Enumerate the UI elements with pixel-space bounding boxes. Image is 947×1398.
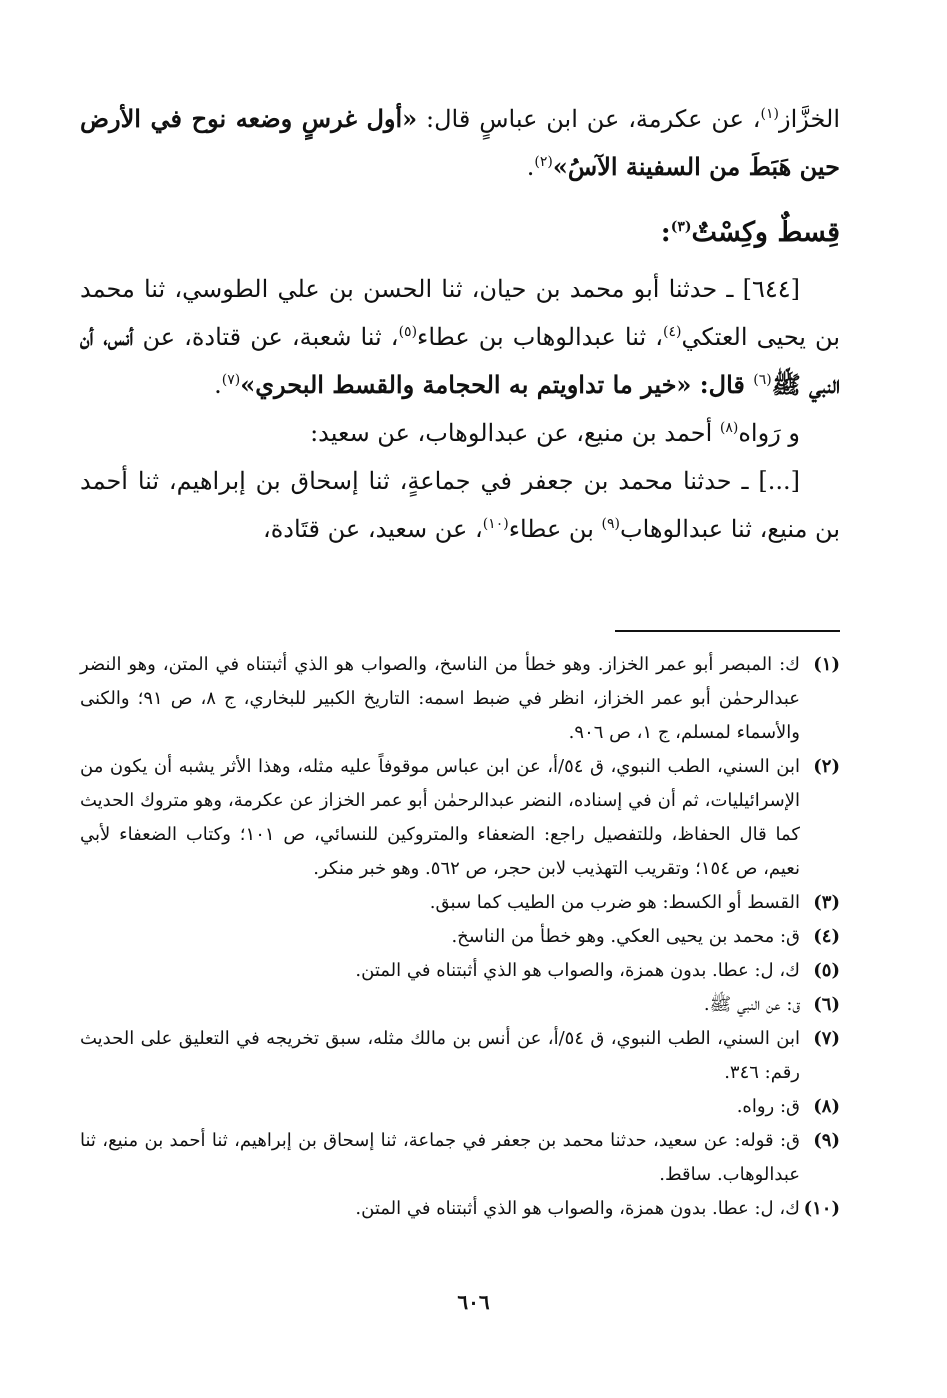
- footnote-ref: (٢): [534, 154, 553, 170]
- footnote-item: [80, 1124, 840, 1192]
- footnote-ref: (٥): [398, 324, 418, 340]
- text-segment: و رَواه: [738, 419, 800, 447]
- footnote-number: (٦): [813, 994, 840, 1015]
- footnote-text: ق: محمد بن يحيى العكي. وهو خطأ من الناسخ.: [451, 926, 800, 947]
- text-segment: ، عن سعيد، عن قتَادة،: [262, 515, 483, 543]
- text-segment: [...] ـ حدثنا محمد بن جعفر في جماعةٍ، ثنا إسحاق بن إبراهيم، ثنا أحمد بن منيع، ثنا عبدالوهاب: [80, 467, 840, 543]
- footnote-ref: (٧): [221, 372, 241, 388]
- footnote-number: (٢): [813, 756, 840, 777]
- bold-text: أنس، أن النبي ﷺ: [80, 322, 840, 399]
- quote-text: «أول غرسٍ وضعه نوح في الأرض حين هَبَطَ من السفينة الآسُ»: [80, 104, 840, 181]
- footnote-item: [80, 920, 840, 954]
- footnote-ref: (١٠): [482, 516, 509, 532]
- footnote-text: ق: رواه.: [736, 1096, 800, 1117]
- text-segment: ، عن عكرمة، عن ابن عباسٍ قال:: [417, 105, 761, 133]
- text-segment: بن عطاء: [508, 515, 602, 543]
- footnote-number: (١٠): [803, 1198, 840, 1219]
- footnote-ref: (٦): [753, 372, 772, 388]
- footnote-number: (٩): [813, 1130, 840, 1151]
- footnote-ref: (١): [760, 106, 780, 122]
- footnote-ref: (٣): [670, 219, 692, 235]
- main-text: [80, 95, 840, 553]
- footnote-ref: (٤): [662, 324, 682, 340]
- footnote-ref: (٨): [719, 420, 739, 436]
- text-segment: [٦٤٤] ـ حدثنا أبو محمد بن حيان، ثنا الحسن بن علي الطوسي، ثنا محمد بن يحيى العتكي: [80, 275, 841, 351]
- text-segment: ، ثنا شعبة، عن قتادة، عن: [133, 323, 399, 351]
- footnote-divider: [615, 630, 840, 632]
- footnote-item: [80, 648, 840, 750]
- paragraph-3: [80, 409, 840, 457]
- footnote-item: [80, 954, 840, 988]
- text-segment: .: [526, 153, 535, 181]
- footnotes: [80, 648, 840, 1226]
- footnote-number: (٨): [813, 1096, 840, 1117]
- footnote-number: (١): [813, 654, 840, 675]
- text-segment: ، ثنا عبدالوهاب بن عطاء: [417, 323, 663, 351]
- footnote-number: (٥): [813, 960, 840, 981]
- text-segment: .: [214, 371, 222, 399]
- footnote-number: (٣): [813, 892, 840, 913]
- quote-text: قال: «خير ما تداويتم به الحجامة والقسط البحري»: [240, 370, 754, 399]
- footnote-text: ق: عن النبي ﷺ.: [703, 994, 800, 1015]
- footnote-item: [80, 1090, 840, 1124]
- footnote-item: [80, 750, 840, 886]
- heading-text: قِسطٌ وكِسْتٌ: [691, 217, 840, 248]
- paragraph-2: [80, 265, 840, 409]
- paragraph-1: [80, 95, 840, 191]
- footnote-number: (٤): [813, 926, 840, 947]
- footnote-text: ابن السني، الطب النبوي، ق ٥٤/أ، عن أنس بن مالك مثله، سبق تخريجه في التعليق على الحديث رقم: ٣٤٦.: [80, 1028, 800, 1083]
- paragraph-4: [80, 457, 840, 553]
- footnote-text: ابن السني، الطب النبوي، ق ٥٤/أ، عن ابن عباس موقوفاً عليه مثله، وهذا الأثر يشبه أن يكون من الإسرائيليات، ثم أن في إسناده، النضر عبدالرحمٰن أبو عمر الخزاز عن عكرمة، وهو متروك الحديث كما قال الحفاظ، وللتفصيل راجع: الضعفاء والمتروكين للنسائي، ص ١٠١؛ وكتاب الضعفاء لأبي نعيم، ص ١٥٤؛ وتقريب التهذيب لابن حجر، ص ٥٦٢. وهو خبر منكر.: [80, 756, 801, 879]
- footnote-number: (٧): [813, 1028, 840, 1049]
- heading-colon: :: [660, 217, 671, 248]
- text-segment: الخزَّاز: [779, 105, 840, 133]
- footnote-item: [80, 1192, 840, 1226]
- section-heading: [80, 209, 840, 257]
- footnote-text: ك، ل: عطا. بدون همزة، والصواب هو الذي أثبتناه في المتن.: [355, 1198, 800, 1219]
- footnote-ref: (٩): [601, 516, 620, 532]
- page-number: ٦٠٦: [457, 1290, 490, 1314]
- footnote-text: ك، ل: عطا. بدون همزة، والصواب هو الذي أثبتناه في المتن.: [355, 960, 800, 981]
- footnote-text: ق: قوله: عن سعيد، حدثنا محمد بن جعفر في جماعة، ثنا إسحاق بن إبراهيم، ثنا أحمد بن منيع، ثنا عبدالوهاب. ساقط.: [80, 1130, 800, 1185]
- footnote-item: [80, 988, 840, 1022]
- text-segment: أحمد بن منيع، عن عبدالوهاب، عن سعيد:: [310, 419, 720, 447]
- footnote-text: ك: المبصر أبو عمر الخزاز. وهو خطأ من الناسخ، والصواب هو الذي أثبتناه في المتن، وهو النضر عبدالرحمٰن أبو عمر الخزاز، انظر في ضبط اسمه: التاريخ الكبير للبخاري، ج ٨، ص ٩١؛ والكنى والأسماء لمسلم، ج ١، ص ٩٠٦.: [80, 654, 801, 743]
- footnote-item: [80, 886, 840, 920]
- footnote-item: [80, 1022, 840, 1090]
- footnote-text: القسط أو الكسط: هو ضرب من الطيب كما سبق.: [429, 892, 800, 913]
- body-text: [80, 95, 840, 553]
